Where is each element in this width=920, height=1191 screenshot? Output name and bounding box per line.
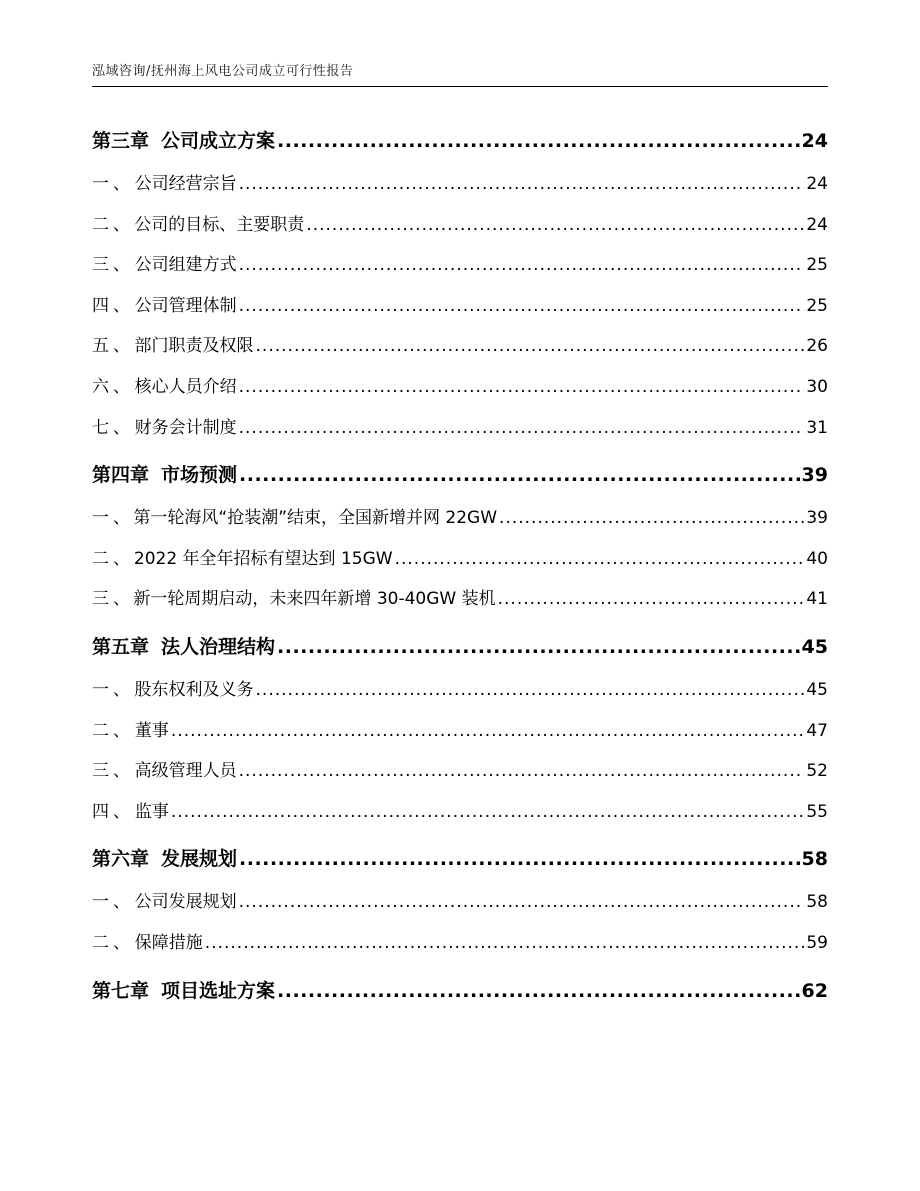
dot-leader — [256, 670, 805, 711]
section-title: 股东权利及义务 — [134, 679, 254, 700]
section-number: 一、 — [92, 679, 134, 700]
toc-chapter-entry[interactable] — [92, 968, 828, 1014]
section-title: 第一轮海风“抢装潮”结束，全国新增并网 22GW — [133, 508, 498, 529]
toc-section-entry[interactable] — [92, 245, 828, 286]
dot-leader — [395, 539, 805, 580]
chapter-title: 项目选址方案 — [161, 979, 276, 1002]
section-page-number: 41 — [806, 589, 828, 610]
section-number: 七、 — [92, 417, 134, 438]
section-page-number: 55 — [806, 801, 828, 822]
section-title: 高级管理人员 — [134, 761, 237, 782]
section-page-number: 52 — [806, 761, 828, 782]
dot-leader — [256, 326, 805, 367]
chapter-title: 发展规划 — [161, 848, 238, 871]
toc-section-entry[interactable] — [92, 286, 828, 327]
chapter-page-number: 62 — [801, 979, 828, 1002]
section-page-number: 45 — [806, 679, 828, 700]
section-title: 监事 — [134, 801, 169, 822]
section-title: 部门职责及权限 — [134, 336, 254, 357]
toc-section-entry[interactable] — [92, 579, 828, 620]
section-title: 董事 — [134, 720, 169, 741]
section-title: 公司的目标、主要职责 — [134, 214, 305, 235]
dot-leader — [239, 408, 805, 449]
chapter-title: 公司成立方案 — [161, 130, 276, 152]
toc-chapter-entry[interactable] — [92, 452, 828, 498]
chapter-page-number: 45 — [801, 635, 828, 658]
dot-leader — [171, 711, 804, 752]
toc-section-entry[interactable] — [92, 670, 828, 711]
section-title: 核心人员介绍 — [134, 376, 237, 397]
section-number: 三、 — [92, 589, 134, 610]
section-number: 二、 — [92, 720, 134, 741]
section-number: 一、 — [92, 174, 134, 194]
section-title: 财务会计制度 — [134, 417, 237, 438]
section-number: 六、 — [92, 376, 134, 397]
toc-section-entry[interactable] — [92, 326, 828, 367]
toc-chapter-entry[interactable] — [92, 118, 828, 164]
dot-leader — [205, 923, 805, 964]
section-title: 公司经营宗旨 — [134, 174, 237, 194]
toc-section-entry[interactable] — [92, 751, 828, 792]
chapter-number: 第四章 — [92, 464, 150, 487]
section-number: 一、 — [92, 508, 134, 529]
toc-section-entry[interactable] — [92, 205, 828, 246]
chapter-page-number: 24 — [801, 130, 828, 152]
dot-leader — [498, 579, 805, 620]
dot-leader — [239, 367, 805, 408]
chapter-number: 第三章 — [92, 130, 150, 152]
toc-section-entry[interactable] — [92, 498, 828, 539]
chapter-page-number: 58 — [801, 848, 828, 871]
section-page-number: 24 — [806, 214, 828, 235]
toc-section-entry[interactable] — [92, 367, 828, 408]
running-header: 泓域咨询/抚州海上风电公司成立可行性报告 — [92, 64, 354, 79]
section-title: 公司发展规划 — [134, 892, 237, 913]
toc-section-entry[interactable] — [92, 711, 828, 752]
section-number: 二、 — [92, 932, 134, 953]
toc-section-entry[interactable] — [92, 792, 828, 833]
section-title: 新一轮周期启动，未来四年新增 30-40GW 装机 — [133, 589, 496, 610]
section-number: 二、 — [92, 214, 134, 235]
section-page-number: 24 — [806, 174, 828, 194]
table-of-contents — [92, 114, 828, 1014]
section-title: 2022 年全年招标有望达到 15GW — [133, 548, 393, 569]
section-page-number: 25 — [806, 255, 828, 276]
toc-section-entry[interactable] — [92, 539, 828, 580]
toc-chapter-entry[interactable] — [92, 624, 828, 670]
dot-leader — [239, 452, 800, 498]
section-number: 三、 — [92, 761, 134, 782]
section-number: 一、 — [92, 892, 134, 913]
section-number: 三、 — [92, 255, 134, 276]
toc-section-entry[interactable] — [92, 923, 828, 964]
dot-leader — [277, 118, 800, 164]
dot-leader — [239, 836, 800, 882]
chapter-number: 第五章 — [92, 635, 150, 658]
chapter-title: 市场预测 — [161, 464, 238, 487]
section-number: 四、 — [92, 295, 134, 316]
section-title: 公司组建方式 — [134, 255, 237, 276]
section-page-number: 47 — [806, 720, 828, 741]
section-number: 二、 — [92, 548, 134, 569]
section-page-number: 31 — [806, 417, 828, 438]
section-page-number: 26 — [806, 336, 828, 357]
section-page-number: 25 — [806, 295, 828, 316]
dot-leader — [239, 286, 805, 327]
toc-section-entry[interactable] — [92, 164, 828, 205]
section-title: 保障措施 — [134, 932, 203, 953]
section-page-number: 30 — [806, 376, 828, 397]
toc-section-entry[interactable] — [92, 882, 828, 923]
dot-leader — [277, 624, 800, 670]
section-page-number: 59 — [806, 932, 828, 953]
section-number: 五、 — [92, 336, 134, 357]
dot-leader — [306, 205, 804, 246]
section-title: 公司管理体制 — [134, 295, 237, 316]
dot-leader — [499, 498, 804, 539]
section-page-number: 39 — [806, 508, 828, 529]
chapter-title: 法人治理结构 — [161, 635, 276, 658]
dot-leader — [239, 882, 805, 923]
section-page-number: 40 — [806, 548, 828, 569]
toc-chapter-entry[interactable] — [92, 836, 828, 882]
chapter-number: 第七章 — [92, 979, 150, 1002]
dot-leader — [277, 968, 800, 1014]
chapter-number: 第六章 — [92, 848, 150, 871]
dot-leader — [239, 245, 805, 286]
section-page-number: 58 — [806, 892, 828, 913]
header-rule — [92, 86, 828, 87]
section-number: 四、 — [92, 801, 134, 822]
dot-leader — [239, 164, 805, 205]
dot-leader — [239, 751, 805, 792]
dot-leader — [171, 792, 804, 833]
chapter-page-number: 39 — [801, 464, 828, 487]
toc-section-entry[interactable] — [92, 408, 828, 449]
